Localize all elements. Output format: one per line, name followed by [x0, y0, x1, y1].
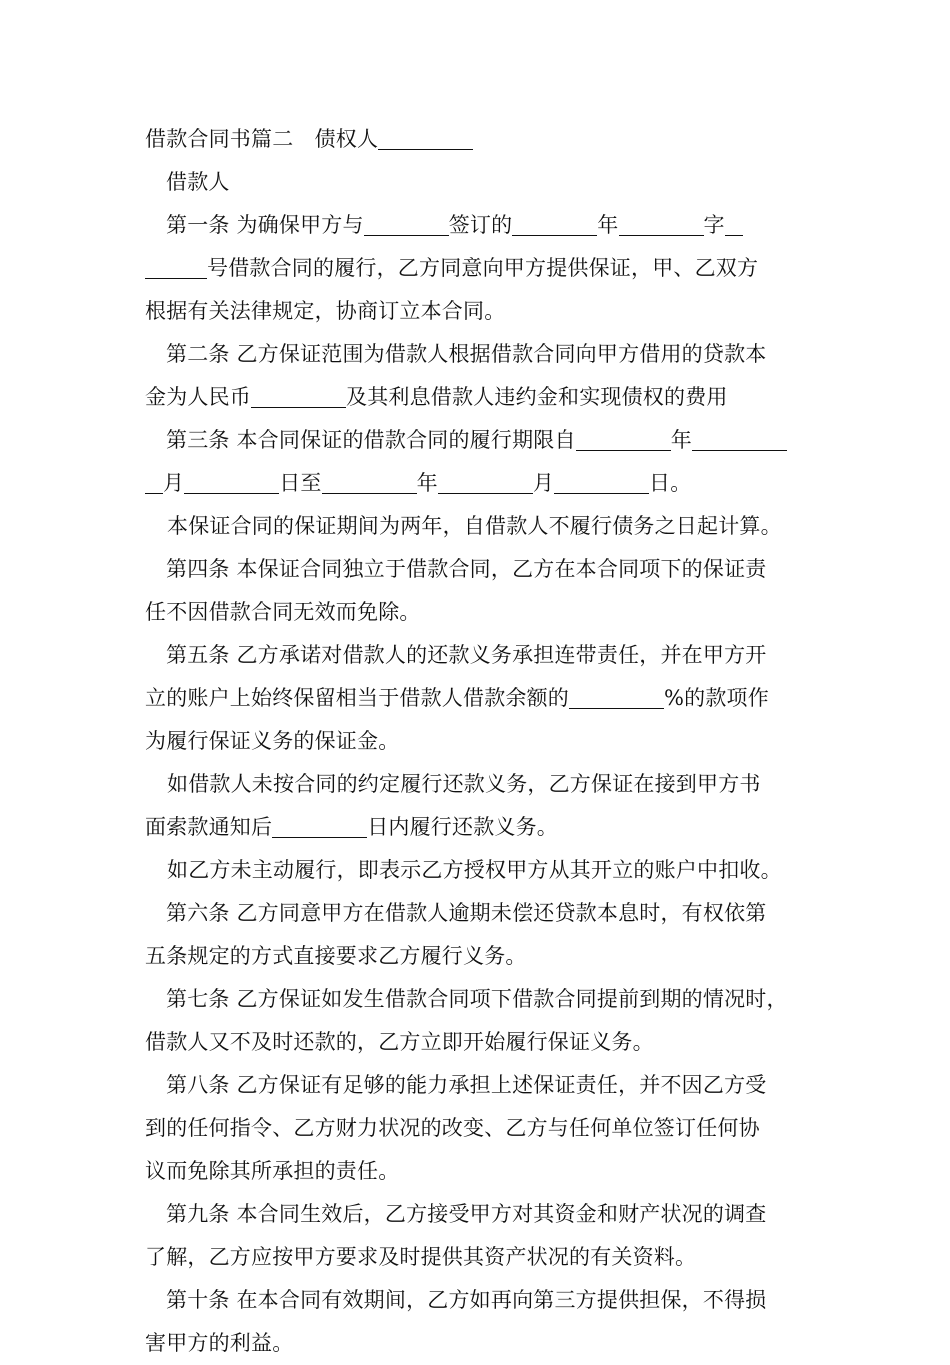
doc-line-default-a [145, 763, 810, 806]
article6-text-b: 五条规定的方式直接要求乙方履行义务。 [145, 944, 527, 968]
article3-year: 年 [416, 471, 438, 495]
doc-line-article8-b [145, 1107, 810, 1150]
article10-text-a: 第十条 在本合同有效期间，乙方如再向第三方提供担保，不得损 [166, 1288, 767, 1312]
doc-line-article7-a [145, 978, 810, 1021]
article9-text-b: 了解，乙方应按甲方要求及时提供其资产状况的有关资料。 [145, 1245, 697, 1269]
article5-text-b: 立的账户上始终保留相当于借款人借款余额的 [145, 686, 569, 710]
doc-line-article5-a [145, 634, 810, 677]
doc-line-article5-b [145, 677, 810, 720]
doc-line-article5-c [145, 720, 810, 763]
doc-line-article9-b [145, 1236, 810, 1279]
doc-line-title [145, 118, 810, 161]
blank-party [364, 209, 449, 236]
doc-line-article2-b [145, 376, 810, 419]
blank-start-month-b [145, 467, 163, 494]
default-text-b: 面索款通知后 [145, 815, 273, 839]
deduct-text: 如乙方未主动履行，即表示乙方授权甲方从其开立的账户中扣收。 [167, 858, 782, 882]
doc-line-article1-b [145, 247, 810, 290]
blank-days [272, 811, 367, 838]
doc-line-deduct [145, 849, 810, 892]
blank-start-year [576, 424, 671, 451]
article1-text-e: 号借款合同的履行，乙方同意向甲方提供保证，甲、乙双方 [207, 256, 759, 280]
article7-text-b: 借款人又不及时还款的，乙方立即开始履行保证义务。 [145, 1030, 654, 1054]
blank-number-b [145, 252, 207, 279]
blank-word [619, 209, 704, 236]
blank-end-year [322, 467, 417, 494]
article3-month-2: 月 [532, 471, 555, 495]
article5-text-d: 为履行保证义务的保证金。 [145, 729, 400, 753]
doc-line-guarantee-period [145, 505, 810, 548]
doc-line-article8-a [145, 1064, 810, 1107]
blank-number-a [725, 209, 743, 236]
doc-line-article4-a [145, 548, 810, 591]
blank-amount [251, 381, 346, 408]
doc-line-article7-b [145, 1021, 810, 1064]
article3-text-b: 年 [670, 428, 692, 452]
doc-line-article6-a [145, 892, 810, 935]
title-text: 借款合同书篇二 债权人 [145, 127, 379, 151]
blank-year [512, 209, 597, 236]
default-text-a: 如借款人未按合同的约定履行还款义务，乙方保证在接到甲方书 [167, 772, 761, 796]
article3-month: 月 [163, 471, 185, 495]
article1-text-a: 第一条 为确保甲方与 [166, 213, 364, 237]
article3-day-to: 日至 [279, 471, 322, 495]
doc-line-article8-c [145, 1150, 810, 1193]
doc-line-article6-b [145, 935, 810, 978]
doc-line-article3-a [145, 419, 810, 462]
article1-text-b: 签订的 [448, 213, 513, 237]
doc-line-article2-a [145, 333, 810, 376]
doc-line-article4-b [145, 591, 810, 634]
borrower-label: 借款人 [166, 170, 230, 194]
article9-text-a: 第九条 本合同生效后，乙方接受甲方对其资金和财产状况的调查 [166, 1202, 767, 1226]
article5-text-a: 第五条 乙方承诺对借款人的还款义务承担连带责任，并在甲方开 [166, 643, 767, 667]
doc-line-article1-c [145, 290, 810, 333]
article8-text-b: 到的任何指令、乙方财力状况的改变、乙方与任何单位签订任何协 [145, 1116, 760, 1140]
blank-creditor [378, 123, 473, 150]
guarantee-period-text: 本保证合同的保证期间为两年，自借款人不履行债务之日起计算。 [167, 514, 782, 538]
article2-text-a: 第二条 乙方保证范围为借款人根据借款合同向甲方借用的贷款本 [166, 342, 767, 366]
article1-text-f: 根据有关法律规定，协商订立本合同。 [145, 299, 506, 323]
doc-line-default-b [145, 806, 810, 849]
article3-text-a: 第三条 本合同保证的借款合同的履行期限自 [166, 428, 576, 452]
article4-text-a: 第四条 本保证合同独立于借款合同，乙方在本合同项下的保证责 [166, 557, 767, 581]
doc-line-article10-a [145, 1279, 810, 1322]
blank-start-month-a [692, 424, 787, 451]
article2-text-c: 及其利息借款人违约金和实现债权的费用 [346, 385, 728, 409]
blank-end-day [554, 467, 649, 494]
article10-text-b: 害甲方的利益。 [145, 1331, 294, 1355]
article8-text-a: 第八条 乙方保证有足够的能力承担上述保证责任，并不因乙方受 [166, 1073, 767, 1097]
article2-text-b: 金为人民币 [145, 385, 251, 409]
doc-line-article1-a [145, 204, 810, 247]
blank-start-day [184, 467, 279, 494]
article5-text-c: %的款项作 [664, 686, 769, 710]
article7-text-a: 第七条 乙方保证如发生借款合同项下借款合同提前到期的情况时， [166, 987, 788, 1011]
article3-day-end: 日。 [649, 471, 692, 495]
doc-line-borrower [145, 161, 810, 204]
blank-end-month [438, 467, 533, 494]
blank-percentage [569, 682, 664, 709]
article4-text-b: 任不因借款合同无效而免除。 [145, 600, 421, 624]
article1-text-c: 年 [597, 213, 619, 237]
default-text-c: 日内履行还款义务。 [367, 815, 559, 839]
document-page [145, 118, 810, 1365]
article6-text-a: 第六条 乙方同意甲方在借款人逾期未偿还贷款本息时，有权依第 [166, 901, 767, 925]
article8-text-c: 议而免除其所承担的责任。 [145, 1159, 400, 1183]
doc-line-article3-b [145, 462, 810, 505]
doc-line-article9-a [145, 1193, 810, 1236]
article1-text-d: 字 [703, 213, 725, 237]
